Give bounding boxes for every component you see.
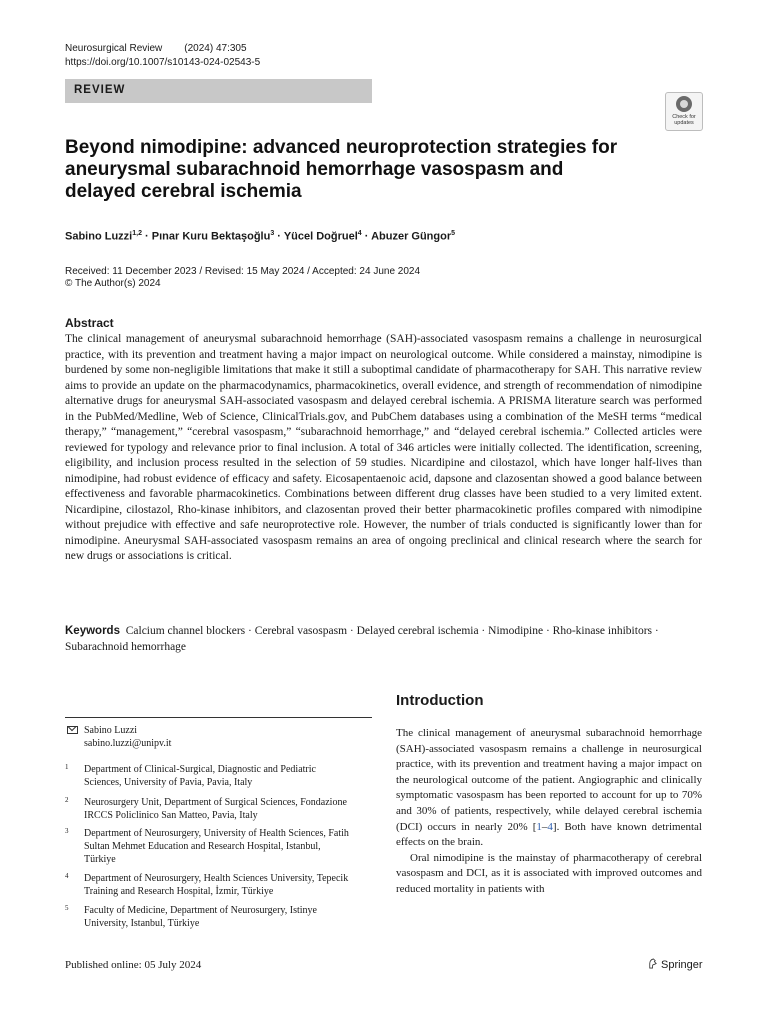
affiliation-text: Department of Neurosurgery, Health Sciences University, Tepecik Training and Research Hospital, İzmir, Türkiye bbox=[84, 873, 349, 897]
publisher-logo bbox=[647, 958, 703, 972]
published-online: Published online: 05 July 2024 bbox=[65, 959, 202, 971]
doi-link[interactable]: https://doi.org/10.1007/s10143-024-02543-5 bbox=[65, 57, 261, 68]
copyright-line: © The Author(s) 2024 bbox=[65, 278, 161, 289]
section-label: REVIEW bbox=[74, 84, 126, 96]
affiliation-text: Neurosurgery Unit, Department of Surgical Sciences, Fondazione IRCCS Policlinico San Matteo, Pavia, Italy bbox=[84, 797, 347, 821]
publisher-name: Springer bbox=[661, 959, 703, 971]
keywords-list: Calcium channel blockers · Cerebral vasospasm · Delayed cerebral ischemia · Nimodipine · Rho-kinase inhibitors · Subarachnoid hemorrhage bbox=[65, 625, 659, 653]
keywords bbox=[65, 624, 702, 655]
crossmark-icon bbox=[676, 96, 692, 112]
intro-paragraph-2: Oral nimodipine is the mainstay of pharmacotherapy of cerebral vasospasm and DCI, as it is associated with improved outcomes and reduced mortality in patients with bbox=[396, 851, 702, 895]
abstract-text: The clinical management of aneurysmal subarachnoid hemorrhage (SAH)-associated vasospasm remains a challenge in neurosurgical practice, with its prevention and treatment having a major impact on neurological outcome. While considered a mainstay, nimodipine is burdened by some non-negligible limitations that make it still a suboptimal candidate of pharmacotherapy for SAH. This narrative review aims to provide an update on the pharmacodynamics, pharmacokinetics, overall evidence, and strength of recommendation of nimodipine alternative drugs for aneurysmal SAH-associated vasospasm and delayed cerebral ischemia. A PRISMA literature search was performed in the PubMed/Medline, Web of Science, ClinicalTrials.gov, and PubChem databases using a combination of the MeSH terms “medical therapy,” “management,” “cerebral vasospasm,” “subarachnoid hemorrhage,” and “delayed cerebral ischemia.” Collected articles were reviewed for typology and relevance prior to final inclusion. A total of 346 articles were initially collected. The identification, screening, eligibility, and inclusion process resulted in the selection of 59 studies. Nicardipine and cilostazol, which have longer half-lives than nimodipine, had robust evidence of efficacy and safety. Eicosapentaenoic acid, dapsone and clazosentan showed a good balance between effectiveness and favorable pharmacokinetics. Combinations between different drug classes have been studied to a very limited extent. Nicardipine, cilostazol, Rho-kinase inhibitors, and clazosentan proved their better pharmacokinetic profiles compared with nimodipine without prejudice with effective and safe neuroprotective role. However, the number of trials conducted is significantly lower than for nimodipine. Aneurysmal SAH-associated vasospasm remains an area of ongoing preclinical and clinical research where the search for new drugs or associations is critical. bbox=[65, 333, 702, 562]
affiliation-number: 3 bbox=[65, 827, 69, 835]
journal-volume: (2024) 47:305 bbox=[184, 43, 247, 54]
check-for-updates-button[interactable] bbox=[665, 92, 703, 131]
author-affil-ref: 4 bbox=[357, 230, 362, 237]
article-title: Beyond nimodipine: advanced neuroprotection strategies for aneurysmal subarachnoid hemorrhage vasospasm and delayed cerebral ischemia bbox=[65, 137, 618, 202]
affiliation bbox=[65, 763, 372, 789]
journal-name: Neurosurgical Review bbox=[65, 43, 163, 54]
correspondent-email[interactable]: sabino.luzzi@unipv.it bbox=[84, 738, 172, 749]
affiliation-number: 5 bbox=[65, 904, 69, 912]
author-separator: · bbox=[274, 230, 284, 243]
affiliation bbox=[65, 827, 372, 866]
author-affil-ref: 3 bbox=[270, 230, 275, 237]
author-list bbox=[65, 227, 455, 244]
affiliation bbox=[65, 872, 372, 898]
intro-paragraph-1: The clinical management of aneurysmal subarachnoid hemorrhage (SAH)-associated vasospasm remains a challenge in neurosurgical practice, with its prevention and treatment having a major impact on the neurological outcome of the patient. Angiographic and clinically symptomatic vasospasm has been reported to account for up to 70% and 30% of patients, respectively, while delayed cerebral ischemia (DCI) occurs in nearly 20% [1–4]. Both have known detrimental effects on the brain. bbox=[396, 727, 702, 849]
introduction-body bbox=[396, 726, 702, 898]
article-dates: Received: 11 December 2023 / Revised: 15 May 2024 / Accepted: 24 June 2024 bbox=[65, 266, 421, 277]
abstract-heading: Abstract bbox=[65, 316, 114, 330]
affiliation-text: Department of Neurosurgery, University of Health Sciences, Fatih Sultan Mehmet Education and Research Hospital, Istanbul, Türkiye bbox=[84, 828, 349, 865]
correspondent-name: Sabino Luzzi bbox=[84, 725, 138, 736]
affiliation-number: 4 bbox=[65, 872, 69, 880]
author-name[interactable]: Abuzer Güngor bbox=[371, 230, 452, 243]
mail-icon bbox=[67, 726, 78, 734]
citation-link[interactable]: 1 bbox=[536, 820, 542, 833]
affiliation bbox=[65, 904, 372, 930]
affiliation-text: Department of Clinical-Surgical, Diagnostic and Pediatric Sciences, University of Pavia, Pavia, Italy bbox=[84, 764, 316, 788]
author-separator: · bbox=[141, 230, 152, 243]
introduction-heading: Introduction bbox=[396, 692, 484, 709]
footnote-divider bbox=[65, 717, 372, 718]
author-affil-ref: 5 bbox=[451, 230, 456, 237]
affiliation-number: 1 bbox=[65, 763, 69, 771]
affiliation-text: Faculty of Medicine, Department of Neurosurgery, Istinye University, Istanbul, Türkiye bbox=[84, 905, 317, 929]
author-name[interactable]: Yücel Doğruel bbox=[283, 230, 358, 243]
journal-citation bbox=[65, 42, 247, 56]
citation-link[interactable]: 4 bbox=[547, 820, 553, 833]
author-name[interactable]: Pınar Kuru Bektaşoğlu bbox=[151, 230, 271, 243]
section-band bbox=[65, 79, 372, 103]
springer-horse-icon bbox=[647, 958, 658, 969]
author-separator: · bbox=[361, 230, 372, 243]
affiliation bbox=[65, 796, 372, 822]
author-name[interactable]: Sabino Luzzi bbox=[65, 230, 133, 243]
keywords-label: Keywords bbox=[65, 625, 120, 637]
check-for-updates-label: Check for updates bbox=[672, 114, 696, 126]
affiliation-number: 2 bbox=[65, 796, 69, 804]
author-affil-ref: 1,2 bbox=[132, 230, 142, 237]
